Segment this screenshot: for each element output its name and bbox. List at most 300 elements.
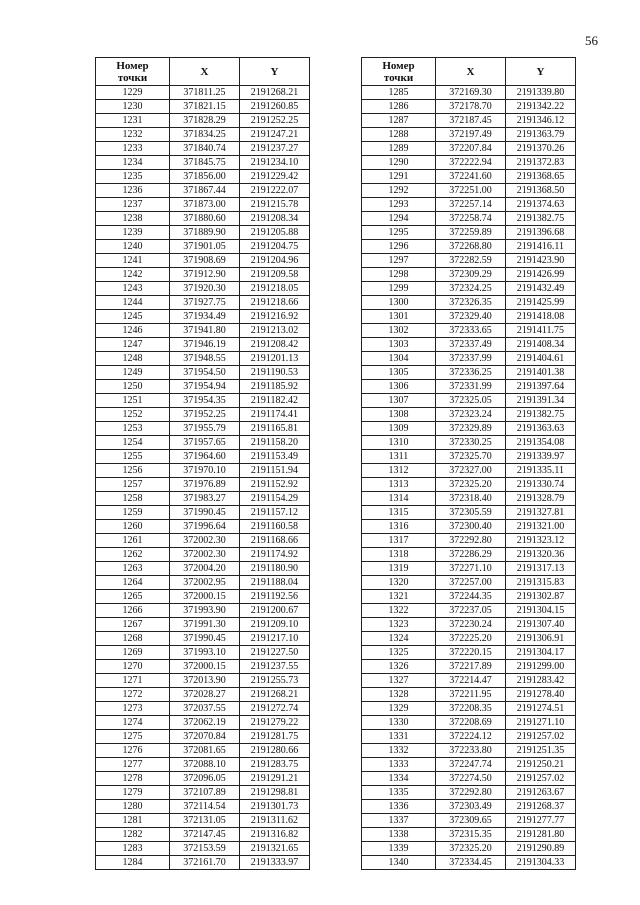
table-row [96, 422, 310, 436]
x-cell: 372241.60 [436, 170, 506, 184]
point-number-header: Номер точки [362, 58, 436, 86]
point-number-cell: 1289 [362, 142, 436, 156]
x-cell: 372271.10 [436, 562, 506, 576]
table-row [96, 212, 310, 226]
y-cell: 2191382.75 [506, 408, 576, 422]
point-number-cell: 1233 [96, 142, 170, 156]
table-row [362, 772, 576, 786]
y-cell: 2191418.08 [506, 310, 576, 324]
x-cell: 371908.69 [170, 254, 240, 268]
y-header: Y [506, 58, 576, 86]
point-number-cell: 1337 [362, 814, 436, 828]
table-row [362, 184, 576, 198]
x-cell: 371856.00 [170, 170, 240, 184]
y-cell: 2191157.12 [240, 506, 310, 520]
x-cell: 372169.30 [436, 86, 506, 100]
y-cell: 2191217.10 [240, 632, 310, 646]
point-number-cell: 1283 [96, 842, 170, 856]
point-number-cell: 1330 [362, 716, 436, 730]
y-cell: 2191192.56 [240, 590, 310, 604]
x-cell: 372107.89 [170, 786, 240, 800]
table-row [362, 380, 576, 394]
x-cell: 371970.10 [170, 464, 240, 478]
point-number-cell: 1269 [96, 646, 170, 660]
y-cell: 2191260.85 [240, 100, 310, 114]
table-row [362, 618, 576, 632]
table-row [96, 296, 310, 310]
y-cell: 2191317.13 [506, 562, 576, 576]
table-row [96, 758, 310, 772]
table-header-row [362, 58, 576, 86]
x-cell: 371996.64 [170, 520, 240, 534]
point-number-cell: 1304 [362, 352, 436, 366]
y-cell: 2191237.55 [240, 660, 310, 674]
table-row [362, 338, 576, 352]
table-row [96, 744, 310, 758]
point-number-cell: 1264 [96, 576, 170, 590]
point-number-cell: 1306 [362, 380, 436, 394]
page-number: 56 [585, 33, 598, 48]
y-cell: 2191205.88 [240, 226, 310, 240]
y-cell: 2191247.21 [240, 128, 310, 142]
point-number-cell: 1316 [362, 520, 436, 534]
x-cell: 372222.94 [436, 156, 506, 170]
y-cell: 2191252.25 [240, 114, 310, 128]
table-row [96, 436, 310, 450]
x-cell: 372161.70 [170, 856, 240, 870]
y-cell: 2191306.91 [506, 632, 576, 646]
y-cell: 2191153.49 [240, 450, 310, 464]
y-cell: 2191237.27 [240, 142, 310, 156]
x-cell: 371993.90 [170, 604, 240, 618]
point-number-cell: 1321 [362, 590, 436, 604]
point-number-cell: 1307 [362, 394, 436, 408]
x-cell: 372237.05 [436, 604, 506, 618]
table-row [362, 674, 576, 688]
point-number-cell: 1295 [362, 226, 436, 240]
x-cell: 372000.15 [170, 590, 240, 604]
point-number-cell: 1234 [96, 156, 170, 170]
point-number-cell: 1243 [96, 282, 170, 296]
table-row [362, 436, 576, 450]
table-row [96, 114, 310, 128]
table-row [362, 548, 576, 562]
y-cell: 2191339.80 [506, 86, 576, 100]
point-number-cell: 1292 [362, 184, 436, 198]
table-row [362, 282, 576, 296]
point-number-cell: 1247 [96, 338, 170, 352]
y-cell: 2191190.53 [240, 366, 310, 380]
table-row [96, 478, 310, 492]
y-cell: 2191372.83 [506, 156, 576, 170]
point-number-cell: 1259 [96, 506, 170, 520]
y-cell: 2191304.15 [506, 604, 576, 618]
point-number-cell: 1303 [362, 338, 436, 352]
table-row [96, 786, 310, 800]
point-number-cell: 1235 [96, 170, 170, 184]
point-number-cell: 1326 [362, 660, 436, 674]
table-row [362, 632, 576, 646]
y-cell: 2191335.11 [506, 464, 576, 478]
point-number-cell: 1238 [96, 212, 170, 226]
point-number-cell: 1249 [96, 366, 170, 380]
x-cell: 372217.89 [436, 660, 506, 674]
point-number-cell: 1278 [96, 772, 170, 786]
point-number-cell: 1232 [96, 128, 170, 142]
y-cell: 2191227.50 [240, 646, 310, 660]
x-cell: 372337.99 [436, 352, 506, 366]
x-cell: 372187.45 [436, 114, 506, 128]
point-number-cell: 1329 [362, 702, 436, 716]
y-cell: 2191299.00 [506, 660, 576, 674]
x-cell: 372305.59 [436, 506, 506, 520]
y-cell: 2191281.80 [506, 828, 576, 842]
table-row [362, 296, 576, 310]
x-cell: 371941.80 [170, 324, 240, 338]
point-number-cell: 1338 [362, 828, 436, 842]
y-cell: 2191218.66 [240, 296, 310, 310]
point-number-cell: 1333 [362, 758, 436, 772]
table-row [362, 156, 576, 170]
y-cell: 2191311.62 [240, 814, 310, 828]
table-row [362, 716, 576, 730]
x-cell: 372208.35 [436, 702, 506, 716]
x-cell: 371867.44 [170, 184, 240, 198]
table-row [362, 730, 576, 744]
y-cell: 2191182.42 [240, 394, 310, 408]
point-number-cell: 1261 [96, 534, 170, 548]
y-cell: 2191274.51 [506, 702, 576, 716]
point-number-cell: 1327 [362, 674, 436, 688]
y-cell: 2191363.79 [506, 128, 576, 142]
y-cell: 2191185.92 [240, 380, 310, 394]
table-row [362, 170, 576, 184]
x-cell: 372211.95 [436, 688, 506, 702]
y-cell: 2191251.35 [506, 744, 576, 758]
x-cell: 372081.65 [170, 744, 240, 758]
x-cell: 371983.27 [170, 492, 240, 506]
table-row [362, 422, 576, 436]
x-cell: 371920.30 [170, 282, 240, 296]
x-cell: 372329.89 [436, 422, 506, 436]
point-number-cell: 1273 [96, 702, 170, 716]
coordinates-table-right [361, 57, 576, 870]
table-row [362, 128, 576, 142]
point-number-cell: 1336 [362, 800, 436, 814]
x-cell: 372315.35 [436, 828, 506, 842]
x-cell: 372225.20 [436, 632, 506, 646]
point-number-cell: 1242 [96, 268, 170, 282]
x-cell: 372096.05 [170, 772, 240, 786]
y-cell: 2191229.42 [240, 170, 310, 184]
x-cell: 372207.84 [436, 142, 506, 156]
y-cell: 2191363.63 [506, 422, 576, 436]
table-row [96, 716, 310, 730]
point-number-cell: 1324 [362, 632, 436, 646]
point-number-cell: 1317 [362, 534, 436, 548]
y-cell: 2191368.65 [506, 170, 576, 184]
point-number-cell: 1331 [362, 730, 436, 744]
point-number-cell: 1263 [96, 562, 170, 576]
point-number-cell: 1287 [362, 114, 436, 128]
x-cell: 371964.60 [170, 450, 240, 464]
table-row [362, 254, 576, 268]
point-number-cell: 1339 [362, 842, 436, 856]
table-row [96, 520, 310, 534]
x-cell: 372274.50 [436, 772, 506, 786]
table-row [362, 268, 576, 282]
x-cell: 371990.45 [170, 506, 240, 520]
point-number-cell: 1322 [362, 604, 436, 618]
y-cell: 2191411.75 [506, 324, 576, 338]
x-cell: 371955.79 [170, 422, 240, 436]
table-row [96, 646, 310, 660]
y-cell: 2191152.92 [240, 478, 310, 492]
table-row [96, 100, 310, 114]
y-cell: 2191281.75 [240, 730, 310, 744]
y-cell: 2191174.41 [240, 408, 310, 422]
point-number-cell: 1312 [362, 464, 436, 478]
point-number-cell: 1279 [96, 786, 170, 800]
table-row [362, 142, 576, 156]
y-cell: 2191213.02 [240, 324, 310, 338]
y-cell: 2191218.05 [240, 282, 310, 296]
x-cell: 372259.89 [436, 226, 506, 240]
x-cell: 372268.80 [436, 240, 506, 254]
y-cell: 2191298.81 [240, 786, 310, 800]
point-number-cell: 1255 [96, 450, 170, 464]
point-number-cell: 1315 [362, 506, 436, 520]
y-cell: 2191283.75 [240, 758, 310, 772]
x-cell: 371948.55 [170, 352, 240, 366]
y-cell: 2191154.29 [240, 492, 310, 506]
y-cell: 2191271.10 [506, 716, 576, 730]
x-cell: 372300.40 [436, 520, 506, 534]
y-cell: 2191268.21 [240, 86, 310, 100]
y-cell: 2191283.42 [506, 674, 576, 688]
point-number-cell: 1284 [96, 856, 170, 870]
point-number-cell: 1335 [362, 786, 436, 800]
y-cell: 2191268.21 [240, 688, 310, 702]
point-number-cell: 1302 [362, 324, 436, 338]
y-cell: 2191263.67 [506, 786, 576, 800]
table-row [96, 366, 310, 380]
y-cell: 2191168.66 [240, 534, 310, 548]
y-cell: 2191200.67 [240, 604, 310, 618]
x-cell: 372208.69 [436, 716, 506, 730]
y-cell: 2191342.22 [506, 100, 576, 114]
y-cell: 2191391.34 [506, 394, 576, 408]
x-cell: 372002.30 [170, 548, 240, 562]
table-row [362, 100, 576, 114]
x-cell: 372153.59 [170, 842, 240, 856]
point-number-cell: 1318 [362, 548, 436, 562]
table-row [362, 86, 576, 100]
x-cell: 372230.24 [436, 618, 506, 632]
point-number-cell: 1276 [96, 744, 170, 758]
x-cell: 372331.99 [436, 380, 506, 394]
y-cell: 2191250.21 [506, 758, 576, 772]
point-number-cell: 1298 [362, 268, 436, 282]
y-cell: 2191382.75 [506, 212, 576, 226]
table-row [96, 352, 310, 366]
table-row [96, 310, 310, 324]
table-row [96, 184, 310, 198]
table-row [96, 156, 310, 170]
y-cell: 2191370.26 [506, 142, 576, 156]
table-row [362, 786, 576, 800]
y-header: Y [240, 58, 310, 86]
x-cell: 371927.75 [170, 296, 240, 310]
y-cell: 2191291.21 [240, 772, 310, 786]
y-cell: 2191330.74 [506, 478, 576, 492]
x-header: X [436, 58, 506, 86]
y-cell: 2191151.94 [240, 464, 310, 478]
point-number-cell: 1252 [96, 408, 170, 422]
x-cell: 372282.59 [436, 254, 506, 268]
x-cell: 371954.94 [170, 380, 240, 394]
point-number-cell: 1256 [96, 464, 170, 478]
x-cell: 371957.65 [170, 436, 240, 450]
x-cell: 372324.25 [436, 282, 506, 296]
x-cell: 372292.80 [436, 786, 506, 800]
y-cell: 2191180.90 [240, 562, 310, 576]
y-cell: 2191204.96 [240, 254, 310, 268]
x-cell: 371954.50 [170, 366, 240, 380]
x-cell: 371954.35 [170, 394, 240, 408]
table-row [362, 702, 576, 716]
x-cell: 372318.40 [436, 492, 506, 506]
x-cell: 372224.12 [436, 730, 506, 744]
point-number-cell: 1305 [362, 366, 436, 380]
x-cell: 372002.95 [170, 576, 240, 590]
y-cell: 2191423.90 [506, 254, 576, 268]
point-number-cell: 1300 [362, 296, 436, 310]
point-number-cell: 1246 [96, 324, 170, 338]
x-cell: 371934.49 [170, 310, 240, 324]
x-cell: 371873.00 [170, 198, 240, 212]
y-cell: 2191426.99 [506, 268, 576, 282]
y-cell: 2191222.07 [240, 184, 310, 198]
point-number-cell: 1248 [96, 352, 170, 366]
x-cell: 371990.45 [170, 632, 240, 646]
point-number-cell: 1240 [96, 240, 170, 254]
point-number-cell: 1267 [96, 618, 170, 632]
y-cell: 2191328.79 [506, 492, 576, 506]
point-number-cell: 1239 [96, 226, 170, 240]
y-cell: 2191188.04 [240, 576, 310, 590]
table-row [362, 506, 576, 520]
table-row [362, 310, 576, 324]
point-number-cell: 1294 [362, 212, 436, 226]
table-row [362, 450, 576, 464]
table-row [96, 828, 310, 842]
table-row [362, 660, 576, 674]
x-cell: 372257.14 [436, 198, 506, 212]
table-row [96, 632, 310, 646]
point-number-cell: 1258 [96, 492, 170, 506]
table-row [96, 86, 310, 100]
table-row [362, 744, 576, 758]
table-row [96, 842, 310, 856]
table-row [96, 254, 310, 268]
point-number-cell: 1268 [96, 632, 170, 646]
coordinates-table-left [95, 57, 310, 870]
point-number-cell: 1308 [362, 408, 436, 422]
y-cell: 2191316.82 [240, 828, 310, 842]
point-number-cell: 1288 [362, 128, 436, 142]
point-number-cell: 1325 [362, 646, 436, 660]
table-row [96, 688, 310, 702]
table-row [362, 814, 576, 828]
x-cell: 372233.80 [436, 744, 506, 758]
x-cell: 372326.35 [436, 296, 506, 310]
point-number-cell: 1293 [362, 198, 436, 212]
point-number-cell: 1277 [96, 758, 170, 772]
point-number-cell: 1323 [362, 618, 436, 632]
table-row [96, 590, 310, 604]
x-cell: 372114.54 [170, 800, 240, 814]
y-cell: 2191401.38 [506, 366, 576, 380]
table-row [96, 576, 310, 590]
x-cell: 371821.15 [170, 100, 240, 114]
table-row [362, 114, 576, 128]
table-row [96, 380, 310, 394]
y-cell: 2191272.74 [240, 702, 310, 716]
x-cell: 372292.80 [436, 534, 506, 548]
point-number-cell: 1296 [362, 240, 436, 254]
x-cell: 372070.84 [170, 730, 240, 744]
point-number-cell: 1310 [362, 436, 436, 450]
y-cell: 2191432.49 [506, 282, 576, 296]
y-cell: 2191321.00 [506, 520, 576, 534]
y-cell: 2191255.73 [240, 674, 310, 688]
y-cell: 2191216.92 [240, 310, 310, 324]
x-cell: 371889.90 [170, 226, 240, 240]
table-row [96, 170, 310, 184]
table-row [362, 240, 576, 254]
table-row [96, 492, 310, 506]
x-cell: 372178.70 [436, 100, 506, 114]
table-row [96, 604, 310, 618]
table-row [362, 198, 576, 212]
table-header-row [96, 58, 310, 86]
x-cell: 372062.19 [170, 716, 240, 730]
table-row [96, 268, 310, 282]
table-row [362, 842, 576, 856]
point-number-cell: 1230 [96, 100, 170, 114]
table-row [362, 590, 576, 604]
y-cell: 2191209.10 [240, 618, 310, 632]
table-row [96, 338, 310, 352]
table-row [96, 534, 310, 548]
y-cell: 2191158.20 [240, 436, 310, 450]
point-number-cell: 1285 [362, 86, 436, 100]
table-row [96, 198, 310, 212]
table-row [96, 142, 310, 156]
x-cell: 371976.89 [170, 478, 240, 492]
point-number-cell: 1245 [96, 310, 170, 324]
point-number-cell: 1265 [96, 590, 170, 604]
x-cell: 371993.10 [170, 646, 240, 660]
point-number-cell: 1309 [362, 422, 436, 436]
y-cell: 2191208.42 [240, 338, 310, 352]
x-cell: 371828.29 [170, 114, 240, 128]
x-cell: 372147.45 [170, 828, 240, 842]
x-cell: 372325.05 [436, 394, 506, 408]
y-cell: 2191301.73 [240, 800, 310, 814]
x-cell: 372251.00 [436, 184, 506, 198]
